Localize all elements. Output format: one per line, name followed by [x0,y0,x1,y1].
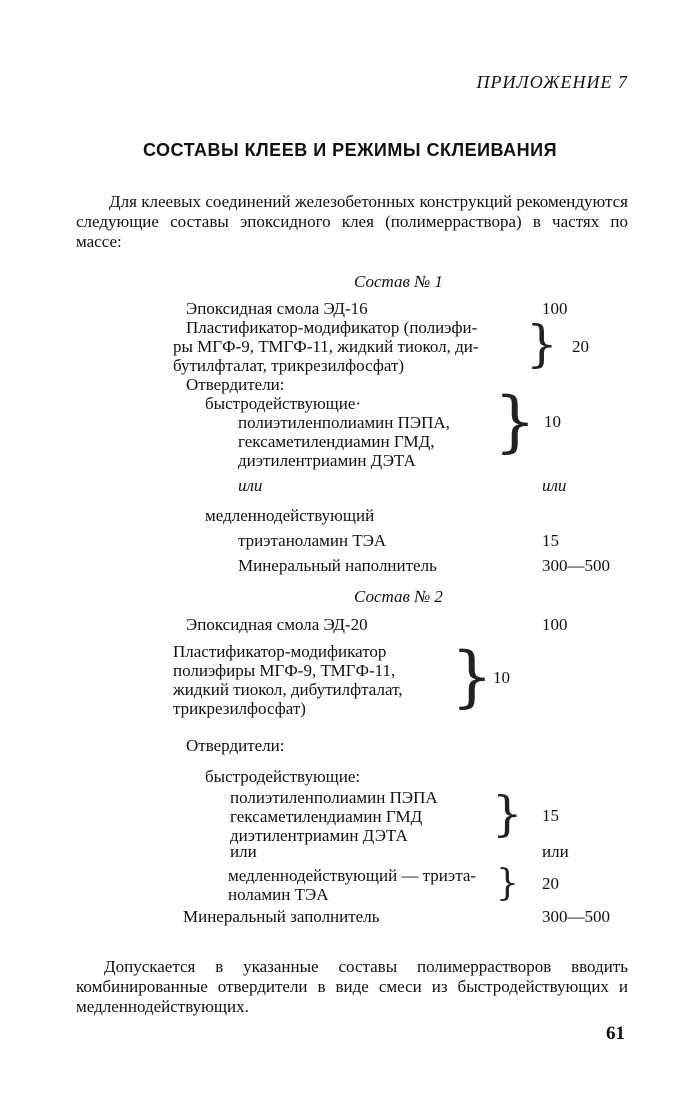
page-number: 61 [606,1023,625,1044]
c1-resin-value: 100 [542,299,568,318]
c2-plasticizer-value: 10 [493,668,510,687]
c1-plasticizer-line: Пластификатор-модификатор (полиэфи- [186,318,478,337]
c1-fast-label: быстродействующие· [205,394,362,413]
c2-plasticizer-line: трикрезилфосфат) [173,699,306,718]
c1-hardeners-label: Отвердители: [186,375,285,394]
c2-slow-value: 20 [542,874,559,893]
c2-hardeners-label: Отвердители: [186,736,285,755]
c2-filler-value: 300—500 [542,907,610,926]
footnote-paragraph: Допускается в указанные составы полимеррастворов вводить комбинированные отвердители в виде смеси из быстродействующих и медленнодействующих. [76,957,628,1016]
c1-or-left: или [238,476,263,495]
c1-fast-value: 10 [544,412,561,431]
c1-resin-label: Эпоксидная смола ЭД-16 [186,299,368,318]
right-brace-icon: } [492,786,523,842]
c2-fast-item: диэтилентриамин ДЭТА [230,826,408,845]
c1-slow-item: триэтаноламин ТЭА [238,531,387,550]
right-brace-icon: } [526,315,558,373]
c2-plasticizer-line: Пластификатор-модификатор [173,642,387,661]
appendix-label: ПРИЛОЖЕНИЕ 7 [476,72,628,92]
c1-plasticizer-line: ры МГФ-9, ТМГФ-11, жидкий тиокол, ди- [173,337,479,356]
c2-resin-value: 100 [542,615,568,634]
c2-fast-item: гексаметилендиамин ГМД [230,807,423,826]
c2-or-right: или [542,842,569,861]
c2-plasticizer-line: жидкий тиокол, дибутилфталат, [173,680,403,699]
c2-plasticizer-line: полиэфиры МГФ-9, ТМГФ-11, [173,661,396,680]
composition-1-heading: Состав № 1 [354,272,443,291]
c2-slow-line: ноламин ТЭА [228,885,329,904]
c1-fast-item: диэтилентриамин ДЭТА [238,451,416,470]
c1-fast-item: гексаметилендиамин ГМД, [238,432,435,451]
c1-filler-value: 300—500 [542,556,610,575]
c2-filler-label: Минеральный заполнитель [183,907,380,926]
right-brace-icon: } [451,638,493,715]
c1-slow-label: медленнодействующий [205,506,375,525]
composition-2-heading: Состав № 2 [354,587,443,606]
c1-filler-label: Минеральный наполнитель [238,556,437,575]
page-title: СОСТАВЫ КЛЕЕВ И РЕЖИМЫ СКЛЕИВАНИЯ [142,140,558,160]
right-brace-icon: } [494,383,536,460]
c2-resin-label: Эпоксидная смола ЭД-20 [186,615,368,634]
c1-plasticizer-line: бутилфталат, трикрезилфосфат) [173,356,405,375]
c2-fast-item: полиэтиленполиамин ПЭПА [230,788,438,807]
c2-fast-label: быстродействующие: [205,767,361,786]
c1-plasticizer-value: 20 [572,337,589,356]
c1-or-right: или [542,476,567,495]
c1-slow-value: 15 [542,531,559,550]
c2-or-left: или [230,842,257,861]
c2-slow-line: медленнодействующий — триэта- [228,866,477,885]
right-brace-icon: } [496,863,519,904]
c1-fast-item: полиэтиленполиамин ПЭПА, [238,413,450,432]
intro-paragraph: Для клеевых соединений железобетонных конструкций рекомендуются следующие составы эпоксидного клея (полимерраствора) в частях по массе: [76,192,628,251]
c2-fast-value: 15 [542,806,559,825]
